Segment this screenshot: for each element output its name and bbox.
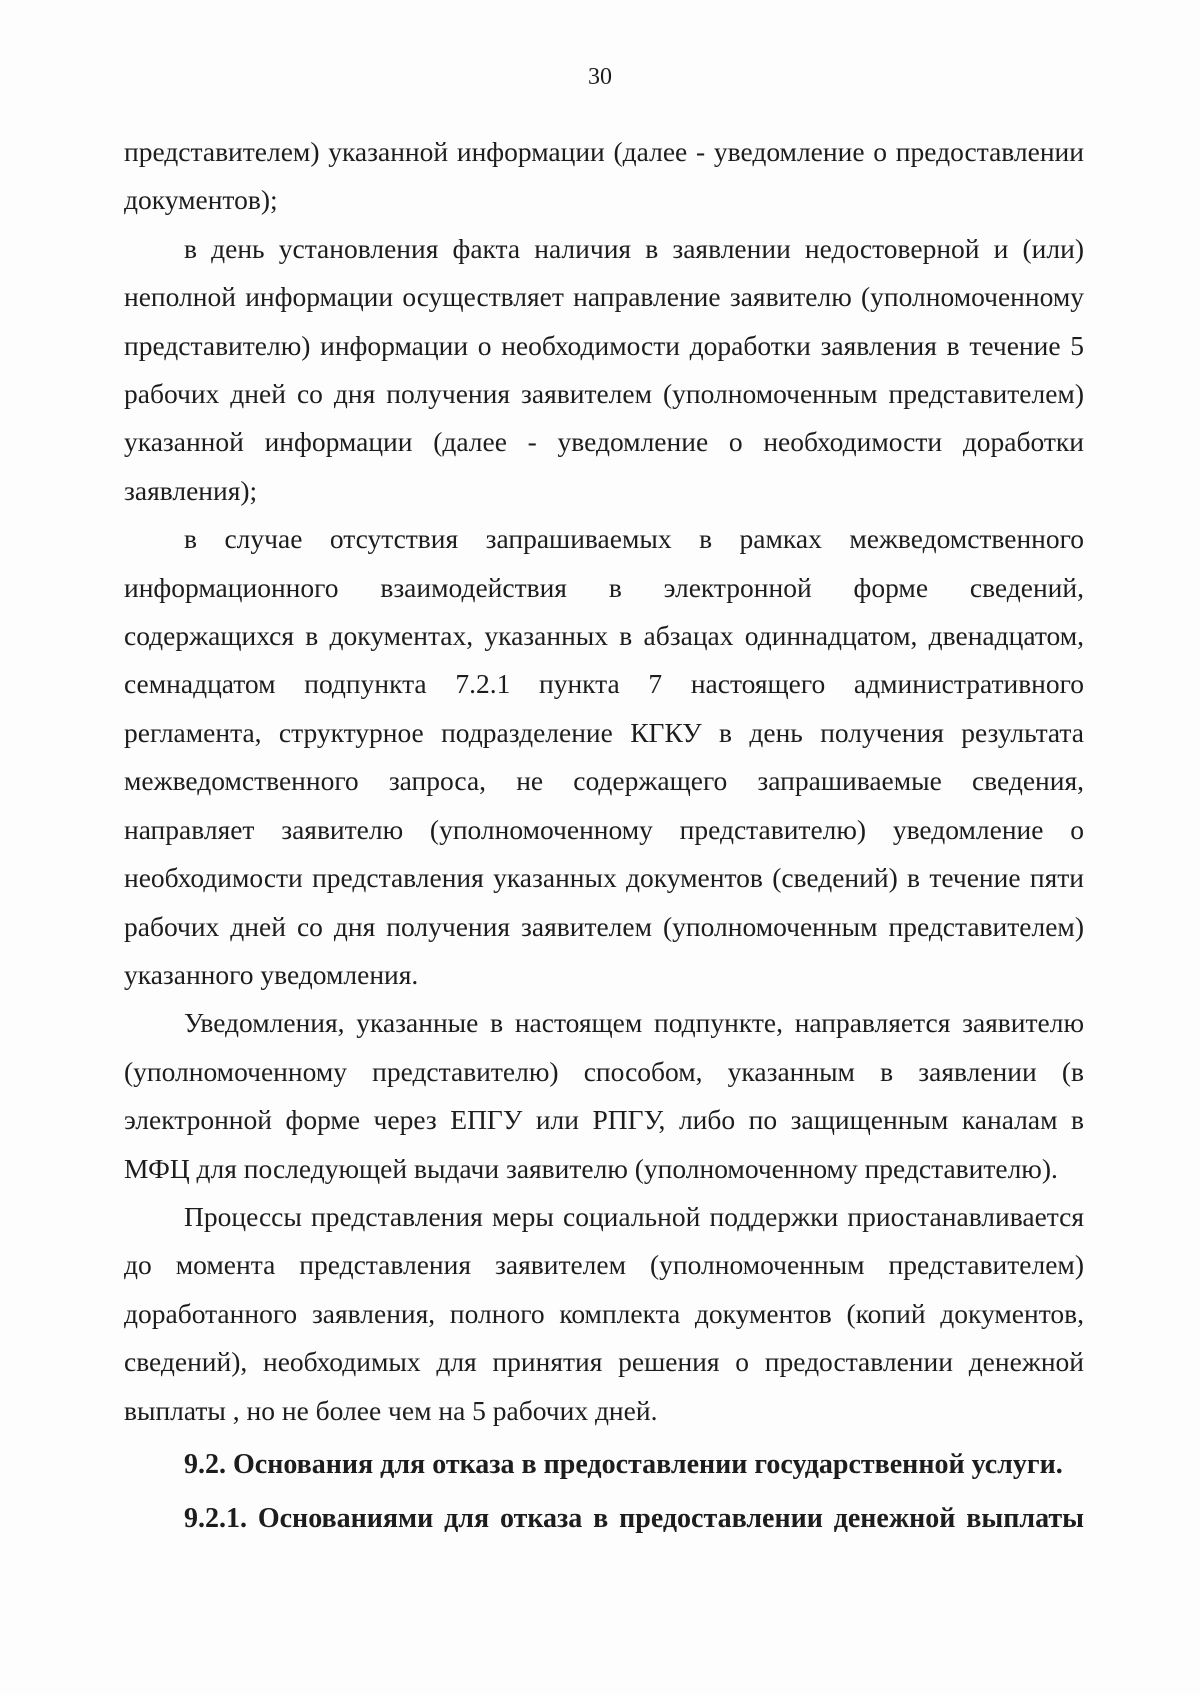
paragraph-suspension: Процессы представления меры социальной поддержки приостанавливается до момента представления заявителем (уполномоченным представителем) доработанного заявления, полного комплекта документов (копий документов, сведений), необходимых для принятия решения о предоставлении денежной выплаты , но не более чем на 5 рабочих дней.	[124, 1200, 1084, 1426]
page-number: 30	[588, 64, 612, 90]
paragraph-continuation: представителем) указанной информации (далее - уведомление о предоставлении документов);	[124, 136, 1084, 216]
document-body	[124, 128, 1084, 1544]
paragraph-incomplete-info: в день установления факта наличия в заявлении недостоверной и (или) неполной информации осуществляет направление заявителю (уполномоченному представителю) информации о необходимости доработки заявления в течение 5 рабочих дней со дня получения заявителем (уполномоченным представителем) указанной информации (далее - уведомление о необходимости доработки заявления);	[124, 232, 1084, 506]
subsection-heading-9-2-1: 9.2.1. Основаниями для отказа в предоставлении денежной выплаты	[184, 1503, 1084, 1535]
paragraph-notification-method: Уведомления, указанные в настоящем подпункте, направляется заявителю (уполномоченному представителю) способом, указанным в заявлении (в электронной форме через ЕПГУ или РПГУ, либо по защищенным каналам в МФЦ для последующей выдачи заявителю (уполномоченному представителю).	[124, 1007, 1084, 1184]
section-heading-9-2: 9.2. Основания для отказа в предоставлении государственной услуги.	[184, 1448, 1063, 1480]
paragraph-missing-documents: в случае отсутствия запрашиваемых в рамках межведомственного информационного взаимодействия в электронной форме сведений, содержащихся в документах, указанных в абзацах одиннадцатом, двенадцатом, семнадцатом подпункта 7.2.1 пункта 7 настоящего административного регламента, структурное подразделение КГКУ в день получения результата межведомственного запроса, не содержащего запрашиваемые сведения, направляет заявителю (уполномоченному представителю) уведомление о необходимости представления указанных документов (сведений) в течение пяти рабочих дней со дня получения заявителем (уполномоченным представителем) указанного уведомления.	[124, 523, 1084, 990]
